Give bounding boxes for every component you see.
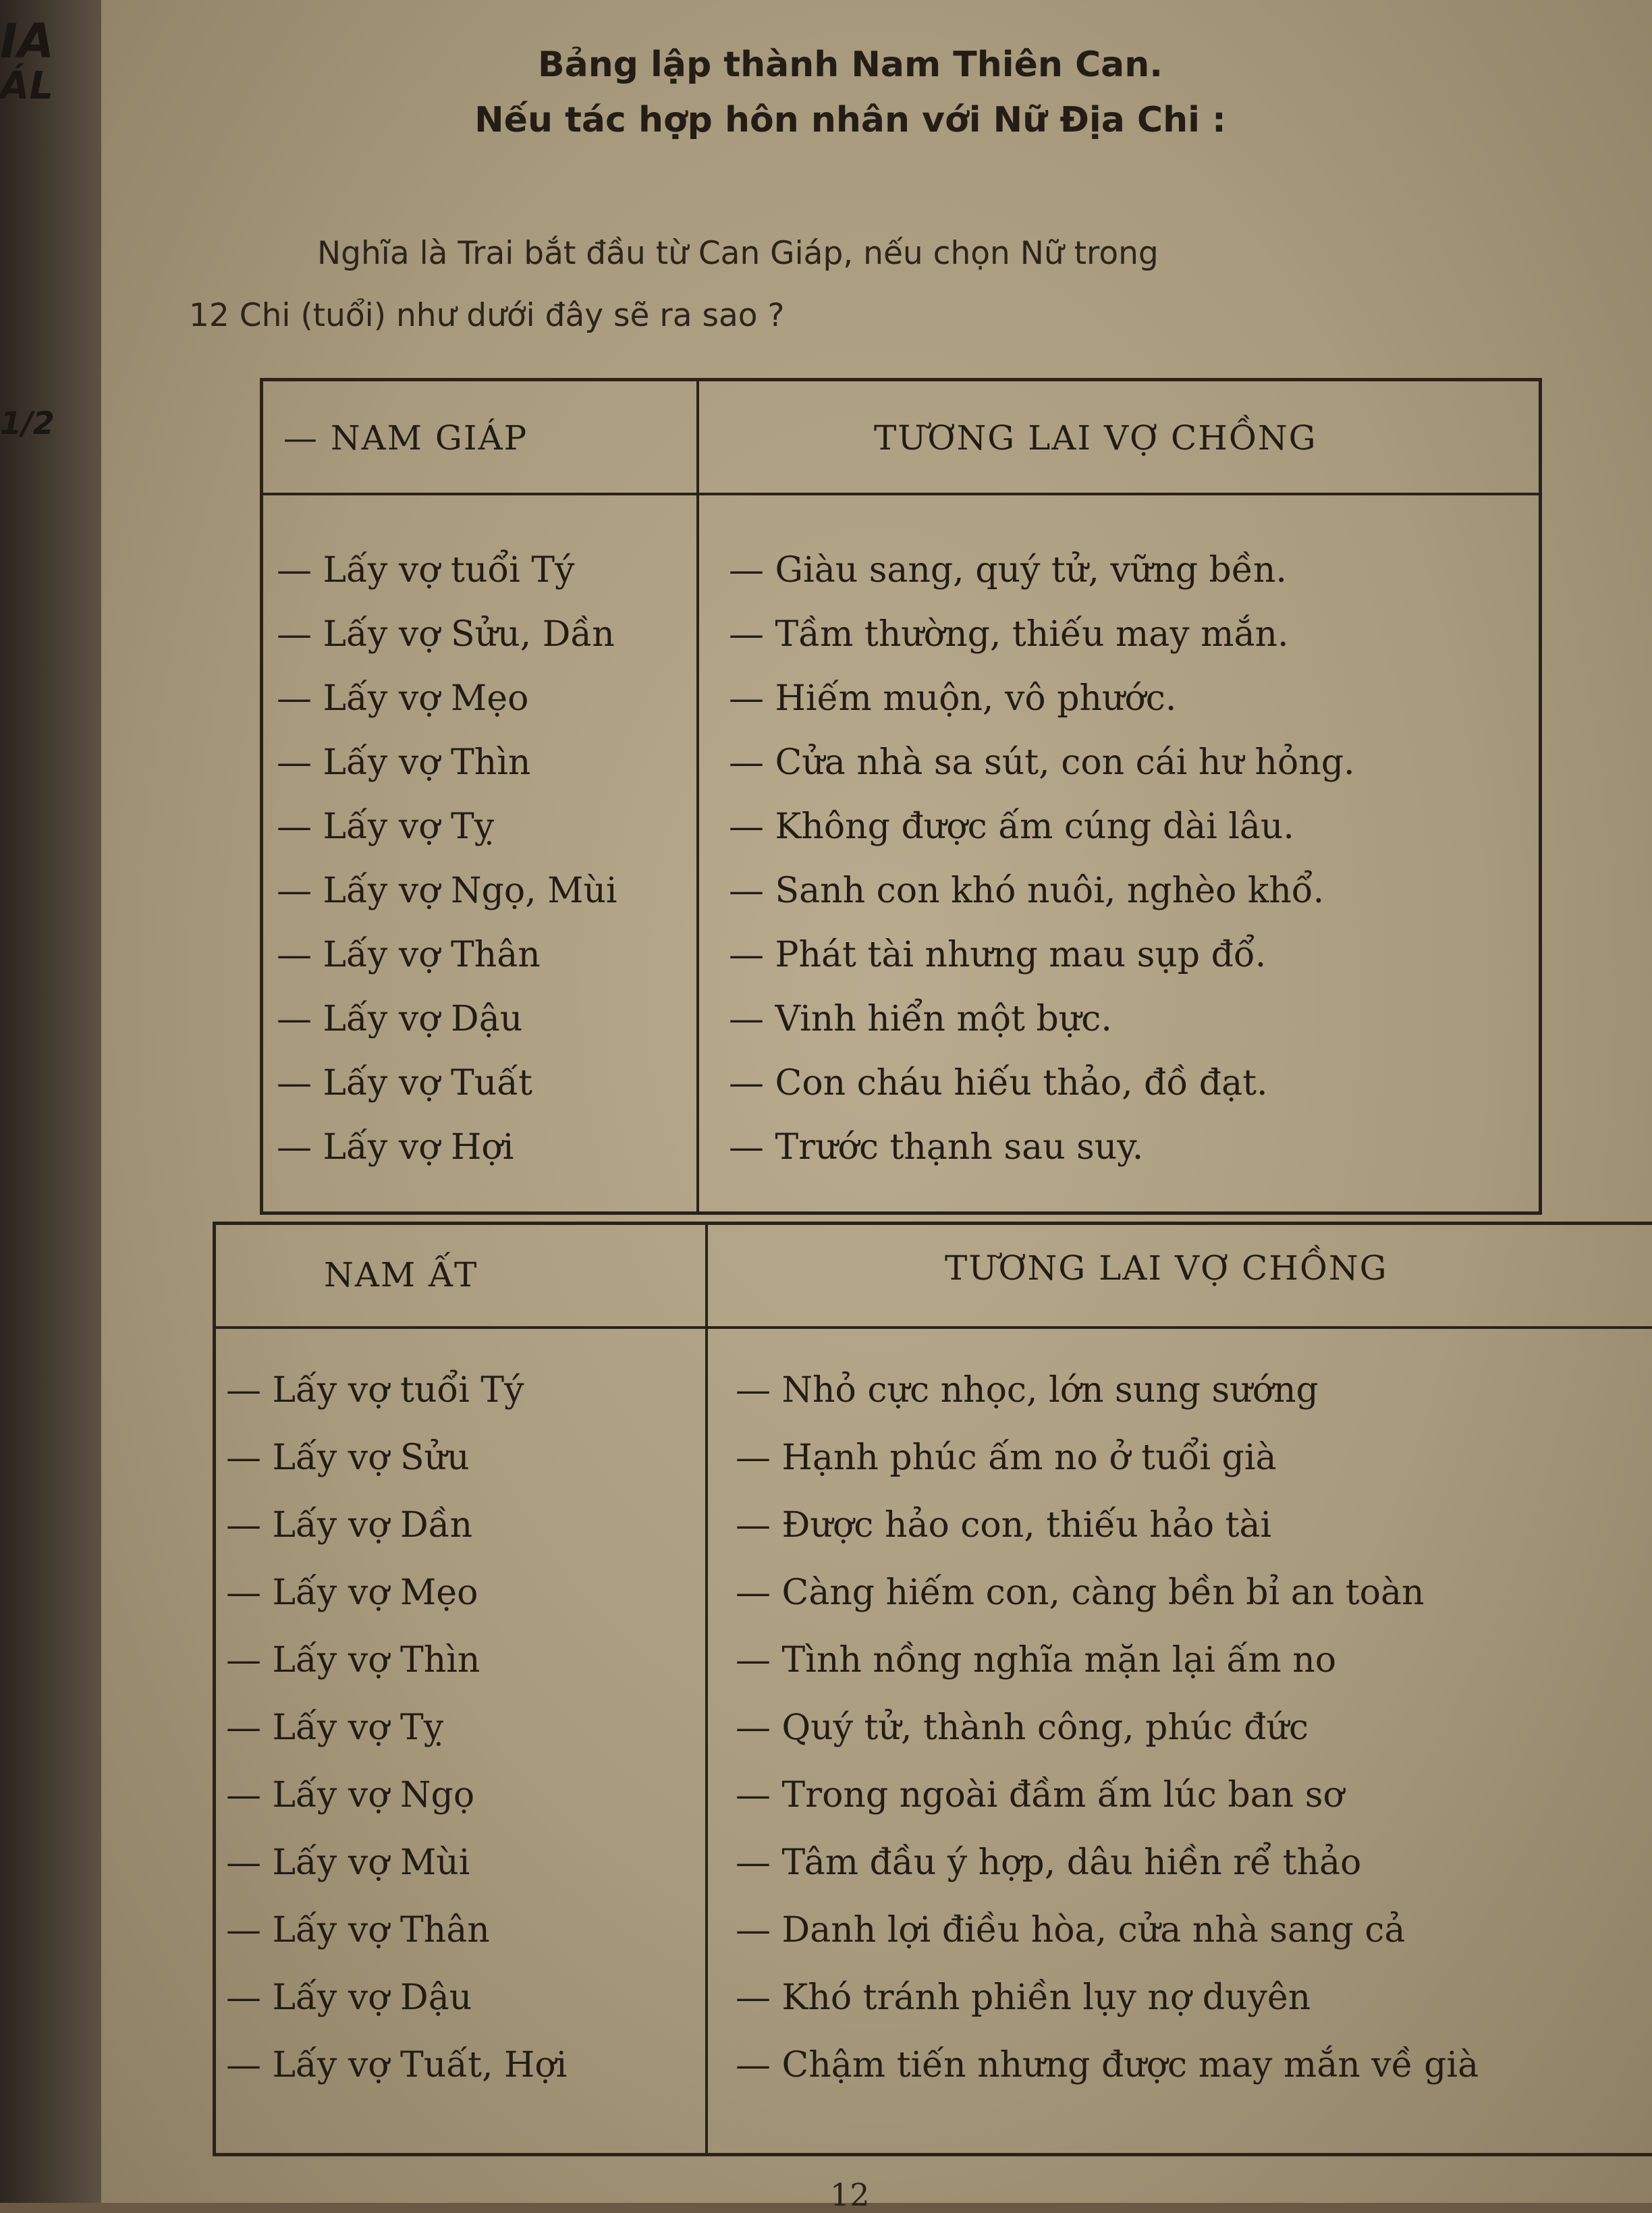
table-row (216, 1370, 1652, 1437)
future-cell: — Nhỏ cực nhọc, lớn sung sướng (736, 1370, 1319, 1411)
future-cell: — Được hảo con, thiếu hảo tài (736, 1505, 1272, 1546)
future-cell: — Hạnh phúc ấm no ở tuổi già (736, 1438, 1277, 1478)
wife-age-cell: — Lấy vợ Tuất, Hợi (226, 2045, 568, 2085)
table-row (216, 1707, 1652, 1774)
future-cell: — Cửa nhà sa sút, con cái hư hỏng. (729, 742, 1355, 783)
table-row (263, 742, 1539, 806)
wife-age-cell: — Lấy vợ Dần (226, 1505, 473, 1546)
table-row (263, 871, 1539, 934)
book-page (101, 0, 1652, 2213)
wife-age-cell: — Lấy vợ Ngọ (226, 1775, 475, 1815)
future-cell: — Không được ấm cúng dài lâu. (729, 807, 1294, 847)
page-title (310, 37, 1390, 148)
table-row (263, 999, 1539, 1062)
future-cell: — Phát tài nhưng mau sụp đổ. (729, 935, 1267, 975)
wife-age-cell: — Lấy vợ Sửu (226, 1438, 470, 1478)
title-line-1: Bảng lập thành Nam Thiên Can. (537, 45, 1163, 85)
intro-line-2: 12 Chi (tuổi) như dưới đây sẽ ra sao ? (189, 297, 785, 334)
table-row (263, 1063, 1539, 1126)
table-nam-giap (260, 378, 1542, 1215)
future-cell: — Con cháu hiếu thảo, đồ đạt. (729, 1063, 1268, 1103)
table-row (216, 1910, 1652, 1977)
future-cell: — Danh lợi điều hòa, cửa nhà sang cả (736, 1910, 1406, 1950)
table-row (216, 1573, 1652, 1639)
wife-age-cell: — Lấy vợ Tuất (277, 1063, 532, 1103)
facing-page-fragment-2: ÁL (0, 64, 54, 108)
table-row (263, 1127, 1539, 1191)
facing-page-fragment-3: 1/2 (0, 405, 55, 441)
wife-age-cell: — Lấy vợ tuổi Tý (226, 1370, 524, 1411)
facing-page-strip (0, 0, 101, 2203)
header-right: TƯƠNG LAI VỢ CHỒNG (945, 1249, 1388, 1288)
wife-age-cell: — Lấy vợ Tỵ (226, 1707, 444, 1748)
facing-page-fragment-1: IA (0, 13, 55, 69)
intro-line-1: Nghĩa là Trai bắt đầu từ Can Giáp, nếu chọn Nữ trong (317, 235, 1159, 272)
wife-age-cell: — Lấy vợ Thìn (277, 742, 531, 783)
wife-age-cell: — Lấy vợ tuổi Tý (277, 550, 575, 591)
table-row (216, 1640, 1652, 1707)
wife-age-cell: — Lấy vợ Ngọ, Mùi (277, 871, 617, 911)
table-row (216, 2045, 1652, 2112)
future-cell: — Giàu sang, quý tử, vững bền. (729, 550, 1287, 591)
wife-age-cell: — Lấy vợ Thân (277, 935, 541, 975)
table-row (216, 1775, 1652, 1842)
table-row (216, 1438, 1652, 1504)
future-cell: — Quý tử, thành công, phúc đức (736, 1707, 1309, 1748)
future-cell: — Trước thạnh sau suy. (729, 1127, 1144, 1168)
table-row (216, 1977, 1652, 2044)
wife-age-cell: — Lấy vợ Hợi (277, 1127, 514, 1168)
future-cell: — Càng hiếm con, càng bền bỉ an toàn (736, 1573, 1425, 1613)
table-row (263, 935, 1539, 998)
future-cell: — Khó tránh phiền lụy nợ duyên (736, 1977, 1311, 2018)
future-cell: — Chậm tiến nhưng được may mắn về già (736, 2045, 1479, 2085)
future-cell: — Tầm thường, thiếu may mắn. (729, 614, 1289, 655)
wife-age-cell: — Lấy vợ Thân (226, 1910, 490, 1950)
wife-age-cell: — Lấy vợ Thìn (226, 1640, 480, 1681)
wife-age-cell: — Lấy vợ Mẹo (277, 678, 529, 719)
future-cell: — Trong ngoài đầm ấm lúc ban sơ (736, 1775, 1344, 1815)
table-row (263, 678, 1539, 742)
intro-paragraph (189, 223, 1505, 347)
header-left: — NAM GIÁP (283, 418, 528, 458)
wife-age-cell: — Lấy vợ Sửu, Dần (277, 614, 615, 655)
table-row (263, 550, 1539, 613)
future-cell: — Vinh hiển một bực. (729, 999, 1112, 1039)
wife-age-cell: — Lấy vợ Dậu (226, 1977, 472, 2018)
future-cell: — Sanh con khó nuôi, nghèo khổ. (729, 871, 1325, 911)
table-row (216, 1842, 1652, 1909)
wife-age-cell: — Lấy vợ Mẹo (226, 1573, 478, 1613)
wife-age-cell: — Lấy vợ Dậu (277, 999, 523, 1039)
future-cell: — Hiếm muộn, vô phước. (729, 678, 1177, 719)
table-nam-at (213, 1222, 1652, 2156)
page-number: 12 (830, 2177, 870, 2213)
header-right: TƯƠNG LAI VỢ CHỒNG (874, 418, 1317, 458)
header-left: NAM ẤT (324, 1255, 478, 1294)
table-row (263, 807, 1539, 870)
future-cell: — Tình nồng nghĩa mặn lại ấm no (736, 1640, 1337, 1681)
title-line-2: Nếu tác hợp hôn nhân với Nữ Địa Chi : (474, 100, 1226, 140)
table-row (263, 614, 1539, 678)
table-row (216, 1505, 1652, 1572)
future-cell: — Tâm đầu ý hợp, dâu hiền rể thảo (736, 1842, 1362, 1883)
wife-age-cell: — Lấy vợ Mùi (226, 1842, 470, 1883)
wife-age-cell: — Lấy vợ Tỵ (277, 807, 495, 847)
